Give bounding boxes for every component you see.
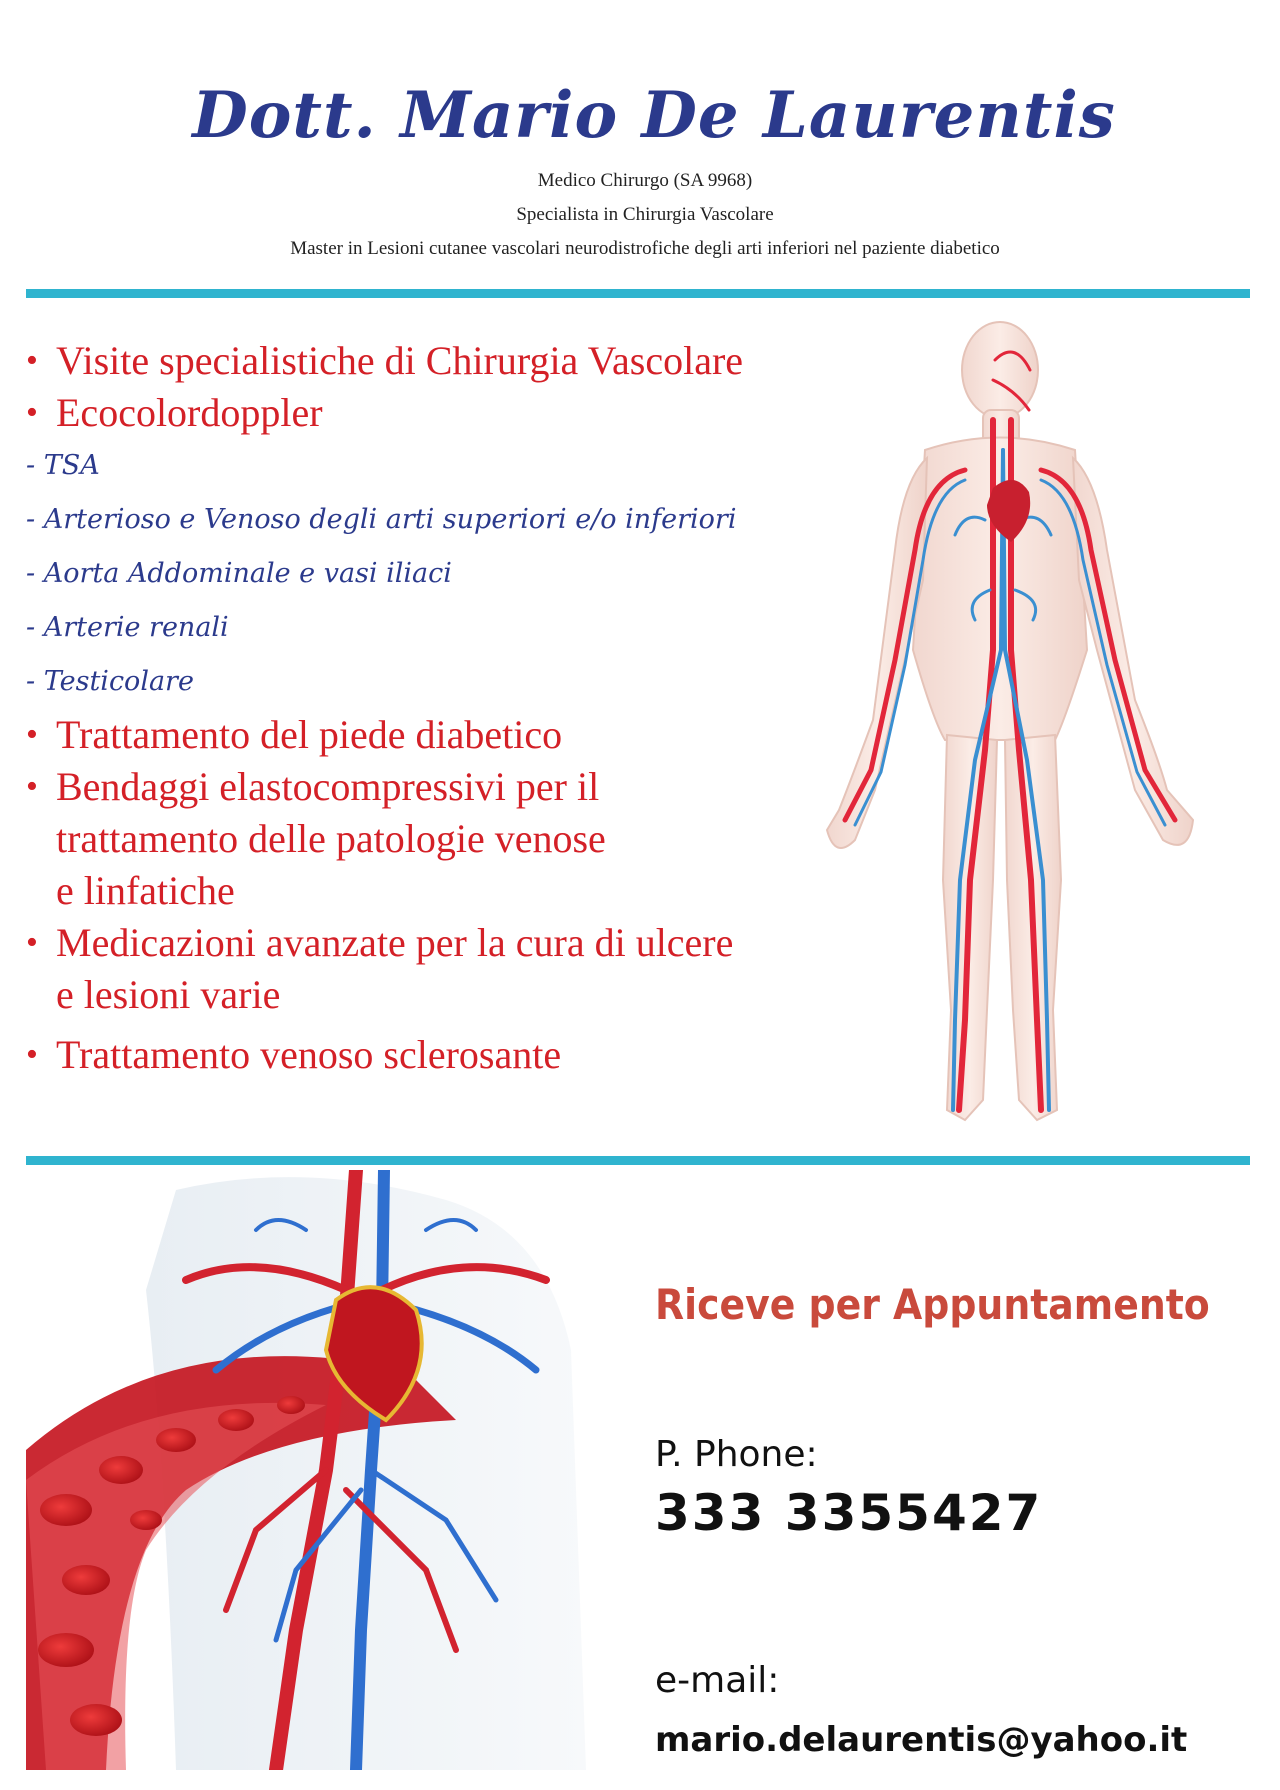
bullet: • (26, 342, 38, 379)
service-text: trattamento delle patologie venose (56, 816, 606, 861)
email-label: e-mail: (655, 1660, 780, 1701)
master-line: Master in Lesioni cutanee vascolari neurodistrofiche degli arti inferiori nel paziente diabetico (290, 238, 1000, 259)
specialty-line: Specialista in Chirurgia Vascolare (516, 204, 774, 225)
service-text: Trattamento venoso sclerosante (56, 1032, 562, 1077)
heart-vessels-illustration (26, 1170, 596, 1770)
middle-divider (26, 1156, 1250, 1165)
service-text: Medicazioni avanzate per la cura di ulcere (56, 920, 734, 965)
email-address[interactable]: mario.delaurentis@yahoo.it (655, 1720, 1188, 1760)
service-text: Bendaggi elastocompressivi per il (56, 764, 600, 809)
service-text: Visite specialistiche di Chirurgia Vascolare (56, 338, 744, 383)
vascular-body-illustration (815, 320, 1235, 1160)
service-item (26, 335, 826, 387)
service-text: Trattamento del piede diabetico (56, 712, 563, 757)
bullet: • (26, 716, 38, 753)
appointment-notice: Riceve per Appuntamento (655, 1280, 1210, 1329)
doctor-name: Dott. Mario De Laurentis (192, 78, 1116, 153)
bullet: • (26, 1036, 38, 1073)
bullet: • (26, 394, 38, 431)
service-text: e lesioni varie (56, 972, 281, 1017)
service-item (26, 761, 826, 917)
sub-item: - Aorta Addominale e vasi iliaci (26, 558, 452, 589)
sub-item: - Testicolare (26, 666, 194, 697)
service-text: Ecocolordoppler (56, 390, 323, 435)
service-item (26, 1029, 826, 1081)
service-item (26, 709, 826, 761)
registration-line: Medico Chirurgo (SA 9968) (537, 170, 753, 191)
bullet: • (26, 924, 38, 961)
service-item (26, 387, 826, 439)
sub-item: - Arterie renali (26, 612, 229, 643)
services-list (26, 335, 826, 1081)
phone-label: P. Phone: (655, 1434, 818, 1475)
service-text: e linfatiche (56, 868, 235, 913)
service-item (26, 917, 826, 1021)
sub-item: - TSA (26, 450, 100, 481)
sub-item: - Arterioso e Venoso degli arti superiori e/o inferiori (26, 504, 737, 535)
bullet: • (26, 768, 38, 805)
header (0, 78, 1280, 266)
top-divider (26, 289, 1250, 298)
phone-number[interactable]: 333 3355427 (655, 1484, 1043, 1542)
